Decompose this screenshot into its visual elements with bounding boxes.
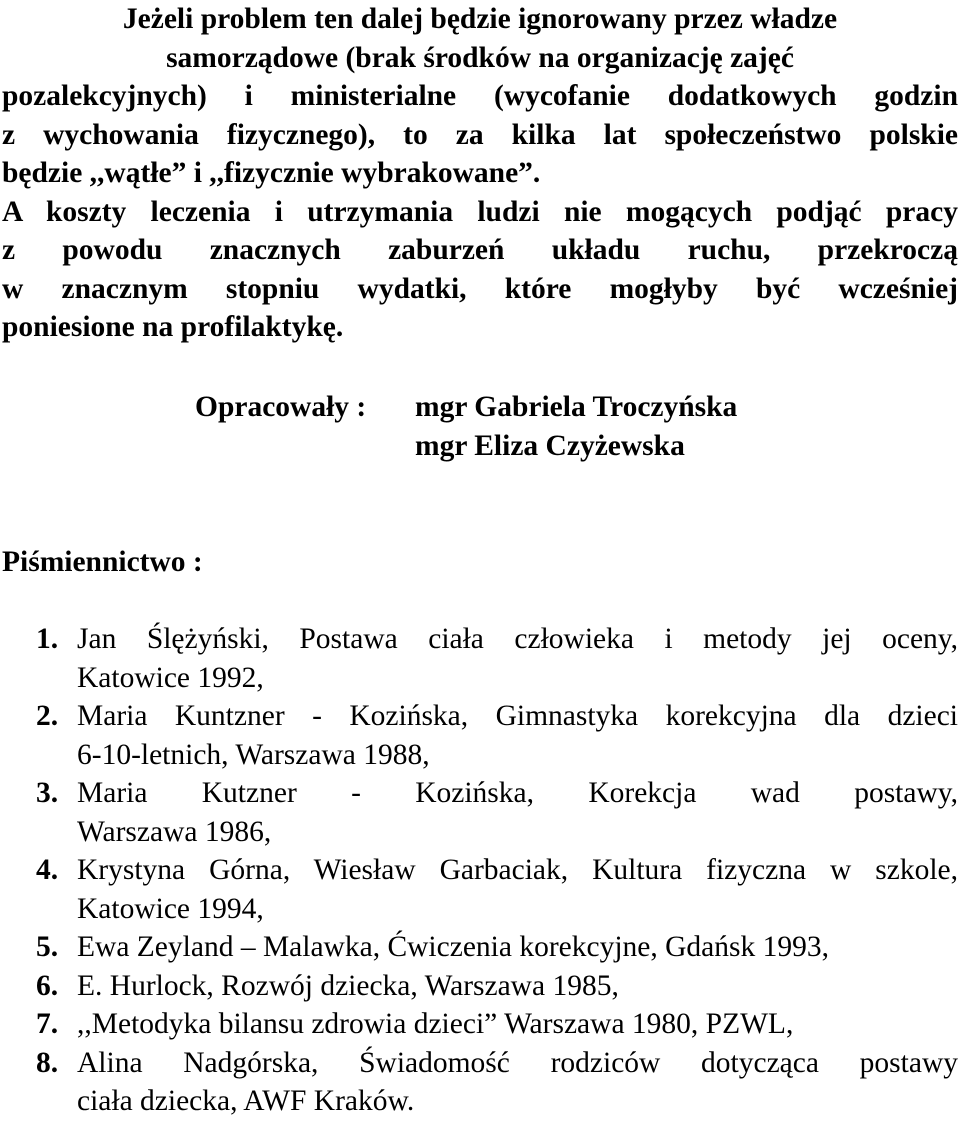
bibliography-item <box>0 774 958 851</box>
item-text: Warszawa 1986, <box>77 815 272 848</box>
item-text: Jan Ślężyński, Postawa ciała człowieka i metody jej oceny, <box>77 623 958 655</box>
paragraph-line: będzie ,,wątłe” i ,,fizycznie wybrakowane”. <box>2 157 541 189</box>
bibliography-item <box>0 967 958 1006</box>
bibliography-item <box>0 1005 958 1044</box>
paragraph-line: Jeżeli problem ten dalej będzie ignorowany przez władze <box>122 3 838 35</box>
paragraph-line: pozalekcyjnych) i ministerialne (wycofanie dodatkowych godzin <box>2 80 958 112</box>
item-number: 7. <box>36 1008 59 1040</box>
closing-paragraph <box>2 0 958 347</box>
item-text: Maria Kuntzner - Kozińska, Gimnastyka korekcyjna dla dzieci <box>77 700 958 732</box>
bibliography-item <box>0 620 958 697</box>
item-number: 3. <box>36 777 59 809</box>
bibliography-item <box>0 1044 958 1121</box>
author-name: mgr Gabriela Troczyńska <box>415 391 738 423</box>
item-text: ,,Metodyka bilansu zdrowia dzieci” Warszawa 1980, PZWL, <box>77 1008 794 1040</box>
authors-block <box>195 388 737 465</box>
item-text: Katowice 1992, <box>77 661 264 694</box>
paragraph-line: samorządowe (brak środków na organizację zajęć <box>166 41 794 74</box>
bibliography-item <box>0 851 958 928</box>
paragraph-line: z wychowania fizycznego), to za kilka lat społeczeństwo polskie <box>2 118 958 151</box>
item-number: 6. <box>36 969 59 1002</box>
item-text: Katowice 1994, <box>77 892 264 925</box>
bibliography-heading: Piśmiennictwo : <box>2 546 203 578</box>
item-number: 8. <box>36 1046 59 1079</box>
item-number: 2. <box>36 700 59 732</box>
paragraph-line: poniesione na profilaktykę. <box>2 311 344 343</box>
bibliography-item <box>0 928 958 967</box>
item-text: ciała dziecka, AWF Kraków. <box>77 1085 415 1117</box>
item-text: 6-10-letnich, Warszawa 1988, <box>77 738 430 771</box>
item-text: Alina Nadgórska, Świadomość rodziców dotycząca postawy <box>77 1046 958 1079</box>
paragraph-line: A koszty leczenia i utrzymania ludzi nie mogących podjąć pracy <box>2 195 958 228</box>
author-name: mgr Eliza Czyżewska <box>415 429 685 462</box>
authors-label: Opracowały : <box>195 391 367 423</box>
item-number: 5. <box>36 931 59 963</box>
item-text: Krystyna Górna, Wiesław Garbaciak, Kultura fizyczna w szkole, <box>77 854 958 886</box>
paragraph-line: w znacznym stopniu wydatki, które mogłyby być wcześniej <box>2 272 958 305</box>
item-text: Ewa Zeyland – Malawka, Ćwiczenia korekcyjne, Gdańsk 1993, <box>77 931 830 963</box>
item-number: 4. <box>36 854 59 886</box>
item-text: E. Hurlock, Rozwój dziecka, Warszawa 1985, <box>77 969 619 1002</box>
bibliography-item <box>0 697 958 774</box>
paragraph-line: z powodu znacznych zaburzeń układu ruchu, przekroczą <box>2 234 958 266</box>
bibliography-list <box>0 620 958 1121</box>
item-text: Maria Kutzner - Kozińska, Korekcja wad postawy, <box>77 777 958 809</box>
item-number: 1. <box>36 623 59 655</box>
